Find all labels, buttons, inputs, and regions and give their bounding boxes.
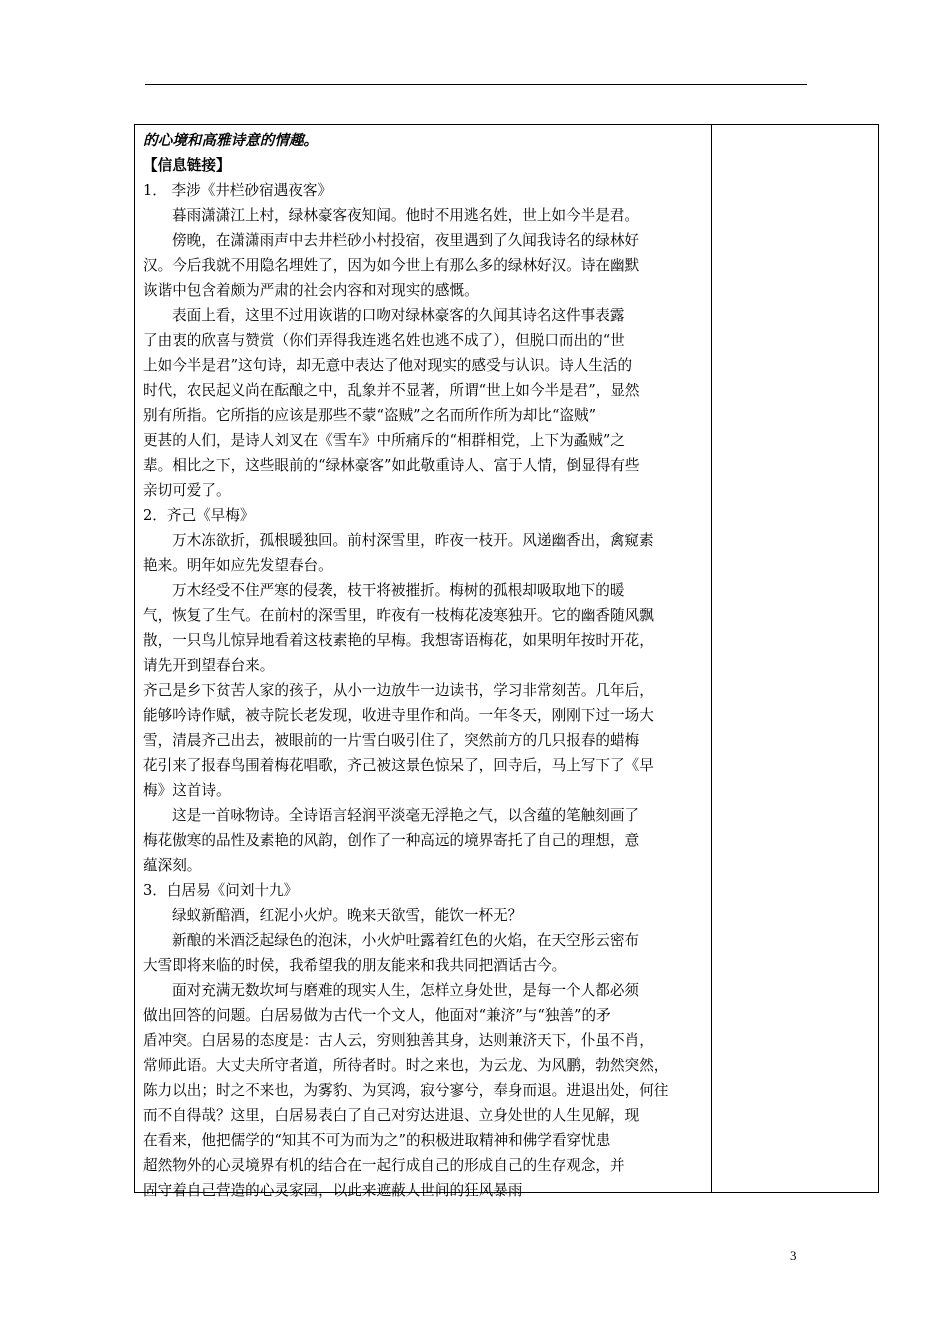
text-line: 【信息链接】 xyxy=(143,157,231,174)
text-line: 3．白居易《问刘十九》 xyxy=(143,882,299,899)
text-line: 2．齐己《早梅》 xyxy=(143,507,255,524)
text-line: 气，恢复了生气。在前村的深雪里，昨夜有一枝梅花凌寒独开。它的幽香随风飘 xyxy=(143,607,654,624)
text-line: 请先开到望春台来。 xyxy=(143,657,275,674)
text-line: 艳来。明年如应先发望春台。 xyxy=(143,557,333,574)
text-line: 在看来，他把儒学的“知其不可为而为之”的积极进取精神和佛学看穿忧患 xyxy=(143,1132,611,1149)
notes-column-cell xyxy=(712,125,878,1192)
text-line: 时代，农民起义尚在酝酿之中，乱象并不显著，所谓“世上如今半是君”，显然 xyxy=(143,382,640,399)
text-line: 暮雨潇潇江上村，绿林豪客夜知闻。他时不用逃名姓，世上如今半是君。 xyxy=(172,207,640,224)
text-line: 大雪即将来临的时侯，我希望我的朋友能来和我共同把酒话古今。 xyxy=(143,957,567,974)
text-line: 陈力以出；时之不来也，为雾豹、为冥鸿，寂兮寥兮，奉身而退。进退出处，何往 xyxy=(143,1082,669,1099)
text-line: 了由衷的欣喜与赞赏（你们弄得我连逃名姓也逃不成了），但脱口而出的“世 xyxy=(143,332,625,349)
text-line: 齐己是乡下贫苦人家的孩子，从小一边放牛一边读书，学习非常刻苦。几年后， xyxy=(143,682,654,699)
text-line: 超然物外的心灵境界有机的结合在一起行成自己的形成自己的生存观念，并 xyxy=(143,1157,625,1174)
text-line: 傍晚，在潇潇雨声中去井栏砂小村投宿，夜里遇到了久闻我诗名的绿林好 xyxy=(172,232,640,249)
text-line: 万木冻欲折，孤根暖独回。前村深雪里，昨夜一枝开。风递幽香出，禽窥素 xyxy=(172,532,654,549)
text-line: 固守着自己营造的心灵家园，以此来遮蔽人世间的狂风暴雨 xyxy=(143,1182,523,1199)
text-line: 绿蚁新醅酒，红泥小火炉。晚来天欲雪，能饮一杯无？ xyxy=(172,907,523,924)
text-line: 的心境和高雅诗意的情趣。 xyxy=(143,132,319,149)
text-line: 亲切可爱了。 xyxy=(143,482,231,499)
page-number: 3 xyxy=(790,1248,797,1263)
text-line: 梅花傲寒的品性及素艳的风韵，创作了一种高远的境界寄托了自己的理想，意 xyxy=(143,832,640,849)
text-line: 雪，清晨齐己出去，被眼前的一片雪白吸引住了，突然前方的几只报春的蜡梅 xyxy=(143,732,640,749)
header-rule xyxy=(145,84,807,85)
text-line: 表面上看，这里不过用诙谐的口吻对绿林豪客的久闻其诗名这件事表露 xyxy=(172,307,625,324)
text-line: 做出回答的问题。白居易做为古代一个文人，他面对“兼济”与“独善”的矛 xyxy=(143,1007,611,1024)
text-line: 盾冲突。白居易的态度是：古人云，穷则独善其身，达则兼济天下，仆虽不肖， xyxy=(143,1032,654,1049)
text-line: 1． 李涉《井栏砂宿遇夜客》 xyxy=(143,182,333,199)
text-line: 汉。今后我就不用隐名埋姓了，因为如今世上有那么多的绿林好汉。诗在幽默 xyxy=(143,257,640,274)
text-line: 诙谐中包含着颇为严肃的社会内容和对现实的感慨。 xyxy=(143,282,479,299)
text-line: 蕴深刻。 xyxy=(143,857,202,874)
text-line: 新酿的米酒泛起绿色的泡沫，小火炉吐露着红色的火焰，在天空彤云密布 xyxy=(172,932,640,949)
text-line: 常师此语。大丈夫所守者道，所待者时。时之来也，为云龙、为风鹏，勃然突然， xyxy=(143,1057,669,1074)
text-line: 万木经受不住严寒的侵袭，枝干将被摧折。梅树的孤根却吸取地下的暖 xyxy=(172,582,625,599)
text-line: 能够吟诗作赋，被寺院长老发现，收进寺里作和尚。一年冬天，刚刚下过一场大 xyxy=(143,707,654,724)
text-line: 而不自得哉？这里，白居易表白了自己对穷达进退、立身处世的人生见解，现 xyxy=(143,1107,640,1124)
text-line: 这是一首咏物诗。全诗语言轻润平淡毫无浮艳之气，以含蕴的笔触刻画了 xyxy=(172,807,640,824)
main-text-cell xyxy=(135,125,712,1199)
text-line: 散，一只鸟儿惊异地看着这枝素艳的早梅。我想寄语梅花，如果明年按时开花， xyxy=(143,632,654,649)
text-line: 别有所指。它所指的应该是那些不蒙“盗贼”之名而所作所为却比“盗贼” xyxy=(143,407,597,424)
text-line: 花引来了报春鸟围着梅花唱歌，齐己被这景色惊呆了，回寺后，马上写下了《早 xyxy=(143,757,654,774)
text-line: 梅》这首诗。 xyxy=(143,782,231,799)
text-line: 更甚的人们，是诗人刘叉在《雪车》中所痛斥的“相群相党，上下为蟊贼”之 xyxy=(143,432,625,449)
text-line: 辈。相比之下，这些眼前的“绿林豪客”如此敬重诗人、富于人情，倒显得有些 xyxy=(143,457,640,474)
text-line: 面对充满无数坎坷与磨难的现实人生，怎样立身处世，是每一个人都必须 xyxy=(172,982,640,999)
text-line: 上如今半是君”这句诗，却无意中表达了他对现实的感受与认识。诗人生活的 xyxy=(143,357,633,374)
content-table xyxy=(134,124,879,1199)
